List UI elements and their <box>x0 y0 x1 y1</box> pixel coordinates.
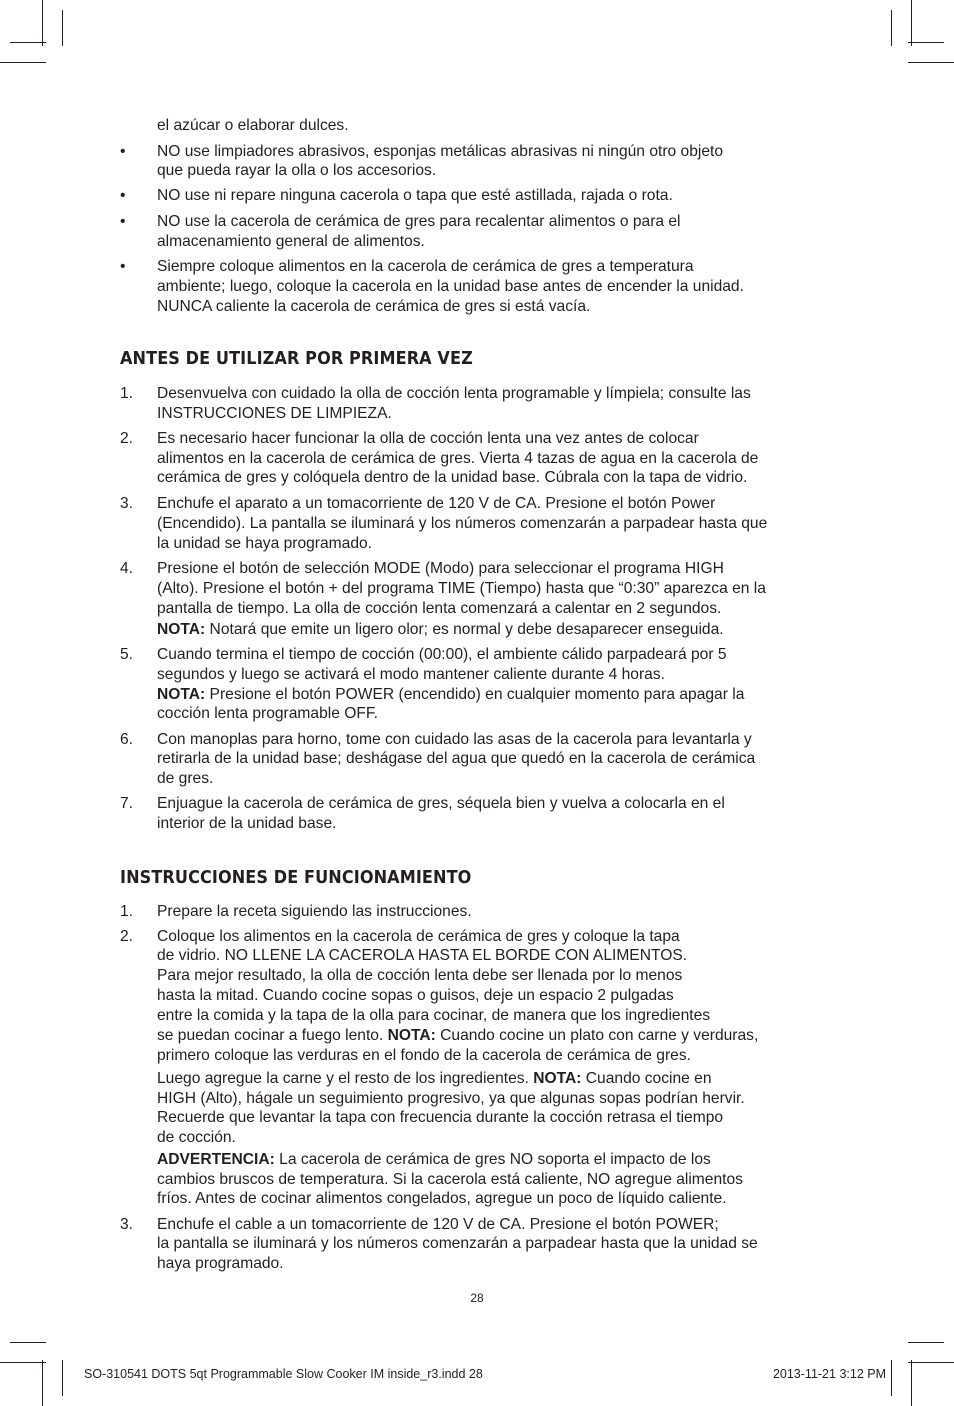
text-span: se puedan cocinar a fuego lento. <box>157 1027 388 1044</box>
list-item-text: primero coloque las verduras en el fondo de la cacerola de cerámica de gres. <box>157 1047 691 1064</box>
list-item-text: alimentos en la cacerola de cerámica de gres. Vierta 4 tazas de agua en la cacerola de <box>157 450 759 467</box>
list-number: 4. <box>120 560 134 577</box>
section-heading: ANTES DE UTILIZAR POR PRIMERA VEZ <box>120 349 473 369</box>
list-item-text: (Encendido). La pantalla se iluminará y los números comenzarán a parpadear hasta que <box>157 515 768 532</box>
crop-mark <box>911 1360 912 1406</box>
crop-mark <box>908 62 954 63</box>
list-item-text: Coloque los alimentos en la cacerola de cerámica de gres y coloque la tapa <box>157 928 680 945</box>
crop-mark <box>908 42 944 43</box>
list-number: 6. <box>120 731 134 748</box>
list-item-text: Desenvuelva con cuidado la olla de cocción lenta programable y límpiela; consulte las <box>157 385 751 402</box>
note-text-cont: cocción lenta programable OFF. <box>157 705 379 722</box>
list-item-text: Enjuague la cacerola de cerámica de gres, séquela bien y vuelva a colocarla en el <box>157 795 725 812</box>
text-span: Luego agregue la carne y el resto de los ingredientes. <box>157 1070 534 1087</box>
bullet-text: ambiente; luego, coloque la cacerola en la unidad base antes de encender la unidad. <box>157 278 744 295</box>
list-item-text: Enchufe el aparato a un tomacorriente de 120 V de CA. Presione el botón Power <box>157 495 716 512</box>
list-number: 3. <box>120 1216 134 1233</box>
crop-mark <box>891 10 892 46</box>
list-item-text: retirarla de la unidad base; deshágase del agua que quedó en la cacerola de cerámica <box>157 750 756 767</box>
list-item-text: hasta la mitad. Cuando cocine sopas o guisos, deje un espacio 2 pulgadas <box>157 987 674 1004</box>
bullet-text: NO use ni repare ninguna cacerola o tapa que esté astillada, rajada o rota. <box>157 187 673 204</box>
note-label: NOTA: <box>157 686 206 703</box>
bullet-text: almacenamiento general de alimentos. <box>157 233 425 250</box>
list-item-text: entre la comida y la tapa de la olla para cocinar, de manera que los ingredientes <box>157 1007 711 1024</box>
note-text: Presione el botón POWER (encendido) en cualquier momento para apagar la <box>205 686 745 703</box>
text-line: el azúcar o elaborar dulces. <box>157 117 349 134</box>
list-number: 1. <box>120 385 134 402</box>
list-item-text: la pantalla se iluminará y los números comenzarán a parpadear hasta que la unidad se <box>157 1235 758 1252</box>
list-item-text: (Alto). Presione el botón + del programa TIME (Tiempo) hasta que “0:30” aparezca en la <box>157 580 766 597</box>
list-number: 5. <box>120 646 134 663</box>
crop-mark <box>908 1342 944 1343</box>
list-item-text: Es necesario hacer funcionar la olla de cocción lenta una vez antes de colocar <box>157 430 699 447</box>
bullet-text: Siempre coloque alimentos en la cacerola de cerámica de gres a temperatura <box>157 258 694 275</box>
bullet-symbol: • <box>120 213 126 230</box>
list-number: 7. <box>120 795 134 812</box>
crop-mark <box>10 1342 46 1343</box>
slug-file-info: SO-310541 DOTS 5qt Programmable Slow Cooker IM inside_r3.indd 28 <box>84 1367 483 1381</box>
bullet-text: NUNCA caliente la cacerola de cerámica de gres si está vacía. <box>157 298 591 315</box>
crop-mark <box>891 1360 892 1396</box>
list-number: 1. <box>120 903 134 920</box>
crop-mark <box>42 0 43 46</box>
list-number: 2. <box>120 430 134 447</box>
list-item-text: Con manoplas para horno, tome con cuidado las asas de la cacerola para levantarla y <box>157 731 752 748</box>
list-item-text: de gres. <box>157 770 214 787</box>
note-line <box>157 685 744 705</box>
crop-mark <box>42 1360 43 1406</box>
note-label: NOTA: <box>387 1027 436 1044</box>
list-item-text: Para mejor resultado, la olla de cocción lenta debe ser llenada por lo menos <box>157 967 683 984</box>
crop-mark <box>0 1362 46 1363</box>
bullet-text: NO use la cacerola de cerámica de gres para recalentar alimentos o para el <box>157 213 681 230</box>
list-item-text: Cuando termina el tiempo de cocción (00:00), el ambiente cálido parpadeará por 5 <box>157 646 727 663</box>
list-item-text: Presione el botón de selección MODE (Modo) para seleccionar el programa HIGH <box>157 560 724 577</box>
note-line <box>157 620 724 640</box>
bullet-symbol: • <box>120 258 126 275</box>
note-text: Notará que emite un ligero olor; es normal y debe desaparecer enseguida. <box>205 621 724 638</box>
list-item-text: de cocción. <box>157 1129 236 1146</box>
section-heading: INSTRUCCIONES DE FUNCIONAMIENTO <box>120 868 472 888</box>
list-number: 3. <box>120 495 134 512</box>
bullet-text: que pueda rayar la olla o los accesorios. <box>157 162 437 179</box>
warning-label: ADVERTENCIA: <box>157 1151 275 1168</box>
warning-text: La cacerola de cerámica de gres NO soporta el impacto de los <box>274 1151 711 1168</box>
crop-mark <box>10 42 46 43</box>
list-item-text: Prepare la receta siguiendo las instrucciones. <box>157 903 472 920</box>
text-span: Cuando cocine un plato con carne y verduras, <box>435 1027 759 1044</box>
bullet-text: NO use limpiadores abrasivos, esponjas metálicas abrasivas ni ningún otro objeto <box>157 143 724 160</box>
warning-line <box>157 1150 711 1170</box>
warning-text: fríos. Antes de cocinar alimentos congelados, agregue un poco de líquido caliente. <box>157 1190 727 1207</box>
list-item-text: cerámica de gres y colóquela dentro de la unidad base. Cúbrala con la tapa de vidrio. <box>157 469 748 486</box>
note-label: NOTA: <box>533 1070 582 1087</box>
list-item-text: de vidrio. NO LLENE LA CACEROLA HASTA EL BORDE CON ALIMENTOS. <box>157 947 688 964</box>
crop-mark <box>0 62 46 63</box>
list-item-text: segundos y luego se activará el modo mantener caliente durante 4 horas. <box>157 666 665 683</box>
list-item-text <box>157 1026 758 1046</box>
list-item-text: pantalla de tiempo. La olla de cocción lenta comenzará a calentar en 2 segundos. <box>157 600 722 617</box>
slug-timestamp: 2013-11-21 3:12 PM <box>772 1367 886 1381</box>
list-item-text: la unidad se haya programado. <box>157 535 372 552</box>
page-number: 28 <box>470 1291 484 1305</box>
warning-text: cambios bruscos de temperatura. Si la cacerola está caliente, NO agregue alimentos <box>157 1171 743 1188</box>
list-item-text <box>157 1069 712 1089</box>
list-number: 2. <box>120 928 134 945</box>
list-item-text: HIGH (Alto), hágale un seguimiento progresivo, ya que algunas sopas podrían hervir. <box>157 1090 745 1107</box>
bullet-symbol: • <box>120 143 126 160</box>
text-span: Cuando cocine en <box>581 1070 712 1087</box>
crop-mark <box>911 0 912 46</box>
bullet-symbol: • <box>120 187 126 204</box>
list-item-text: interior de la unidad base. <box>157 815 337 832</box>
list-item-text: Enchufe el cable a un tomacorriente de 120 V de CA. Presione el botón POWER; <box>157 1216 719 1233</box>
list-item-text: Recuerde que levantar la tapa con frecuencia durante la cocción retrasa el tiempo <box>157 1109 724 1126</box>
list-item-text: INSTRUCCIONES DE LIMPIEZA. <box>157 405 392 422</box>
crop-mark <box>908 1362 954 1363</box>
note-label: NOTA: <box>157 621 206 638</box>
crop-mark <box>62 1360 63 1396</box>
list-item-text: haya programado. <box>157 1255 284 1272</box>
crop-mark <box>62 10 63 46</box>
